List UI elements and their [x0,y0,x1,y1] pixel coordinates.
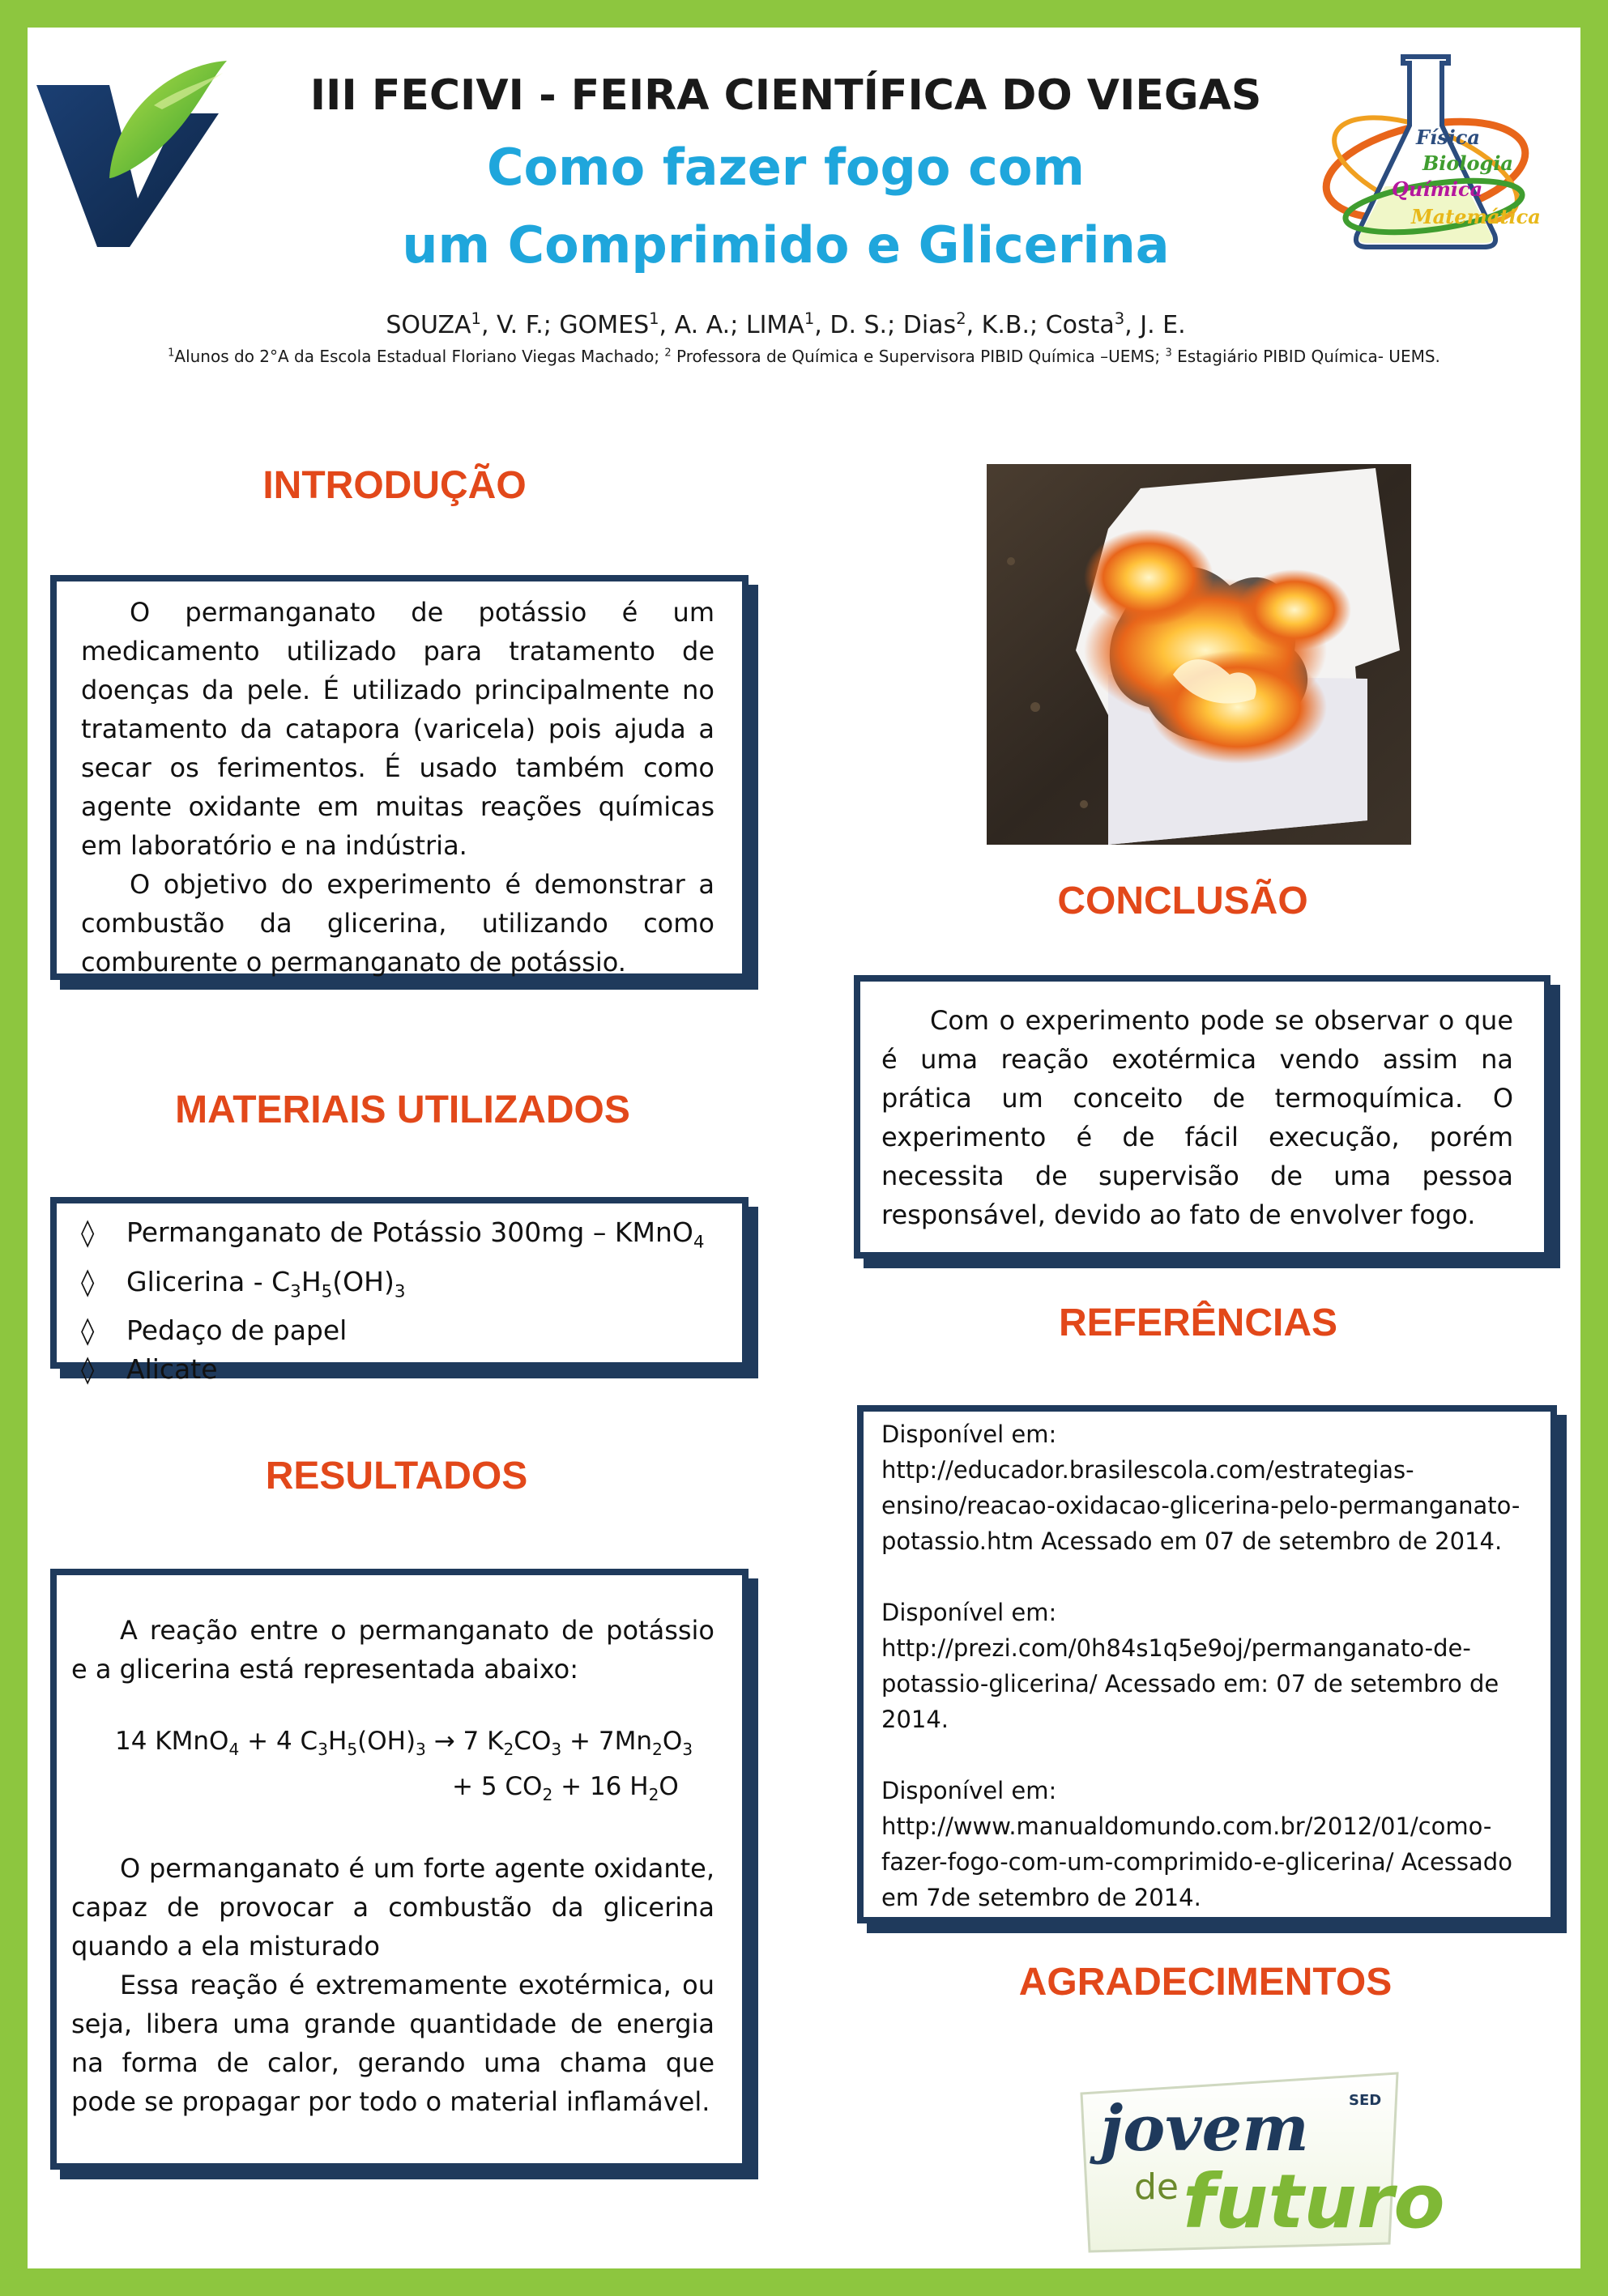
materiais-box [50,1197,749,1386]
logo-label-quimica: Química [1392,177,1483,201]
reaction-equation-line1: 14 KMnO$_4$ + 4 $C_3H_5(OH)_3 \to 7$ $K_2CO_3 + 7Mn_2O_3$ [115,1727,693,1760]
referencias-box [857,1405,1557,1923]
materiais-item-alicate: ◊ Alicate [81,1353,218,1386]
authors-line: SOUZA$^1$, V. F.; GOMES$^1$, A. A.; LIMA$^1$, D. S.; Dias$^2$, K.B.; Costa$^3$, J. E. [386,309,1186,339]
heading-introducao: INTRODUÇÃO [262,464,527,507]
logo-text-jovem: jovem [1100,2092,1309,2166]
science-flask-logo [1312,49,1539,259]
materiais-item-permanganato: ◊ Permanganato de Potássio 300mg – KMnO$_4$ [81,1216,705,1253]
poster-subtitle-line2: um Comprimido e Glicerina [402,215,1170,275]
logo-label-fisica: Física [1416,126,1480,149]
conclusao-paragraph: Com o experimento pode se observar o que é uma reação exotérmica vendo assim na prática um conceito de termoquímica. O experimento é de fácil execução, porém necessita de supervisão de uma pessoa responsável, devido ao fato de envolver fogo. [881,1005,1513,1230]
fecivi-v-logo [32,49,227,251]
introducao-paragraph-1: O permanganato de potássio é um medicamento utilizado para tratamento de doenças da pele. É utilizado principalmente no tratamento da catapora (varicela) pois ajuda a secar os ferimentos. É usado também como agente oxidante em muitas reações químicas em laboratório e na indústria. [81,597,714,861]
logo-label-matematica: Matemática [1411,205,1541,228]
heading-materiais: MATERIAIS UTILIZADOS [175,1088,630,1131]
poster-title: III FECIVI - FEIRA CIENTÍFICA DO VIEGAS [309,71,1262,120]
logo-text-futuro: futuro [1183,2158,1445,2245]
reaction-equation-line2: + 5 $CO_2 + 16$ $H_2O$ [452,1772,679,1805]
introducao-paragraph-2: O objetivo do experimento é demonstrar a combustão da glicerina, utilizando como comburente o permanganato de potássio. [81,869,714,978]
referencia-1: Disponível em: http://educador.brasilescola.com/estrategias-ensino/reacao-oxidacao-glicerina-pelo-permanganato-potassio.htm Acessado em 07 de setembro de 2014. [881,1421,1521,1555]
burning-paper-photo [987,464,1411,845]
resultados-paragraph-3: Essa reação é extremamente exotérmica, ou seja, libera uma grande quantidade de energia na forma de calor, gerando uma chama que pode se propagar por todo o material inflamável. [71,1970,714,2118]
jovem-de-futuro-logo [1069,2069,1445,2256]
poster-subtitle-line1: Como fazer fogo com [486,138,1086,197]
heading-resultados: RESULTADOS [265,1455,528,1497]
referencia-3: Disponível em: http://www.manualdomundo.com.br/2012/01/como-fazer-fogo-com-um-comprimido-e-glicerina/ Acessado em 7de setembro de 2014. [881,1777,1512,1911]
materiais-item-papel: ◊ Pedaço de papel [81,1314,348,1347]
heading-referencias: REFERÊNCIAS [1058,1301,1338,1344]
heading-agradecimentos: AGRADECIMENTOS [1018,1961,1393,2004]
conclusao-box [854,975,1550,1259]
referencia-2: Disponível em: http://prezi.com/0h84s1q5e9oj/permanganato-de-potassio-glicerina/ Acessado em: 07 de setembro de 2014. [881,1599,1499,1733]
resultados-paragraph-1: A reação entre o permanganato de potássio e a glicerina está representada abaixo: [71,1615,714,1685]
resultados-paragraph-2: O permanganato é um forte agente oxidante, capaz de provocar a combustão da glicerina quando a ela misturado [71,1853,714,1962]
introducao-box [50,575,749,980]
materiais-item-glicerina: ◊ Glicerina - $C_3H_5(OH)_3$ [81,1265,406,1302]
materiais-list [81,1213,726,1389]
resultados-box [50,1569,749,2170]
logo-label-biologia: Biologia [1422,151,1513,175]
logo-text-sed: SED [1349,2092,1382,2109]
heading-conclusao: CONCLUSÃO [1057,880,1308,922]
logo-text-de: de [1134,2166,1179,2208]
affiliations-line: $^1$Alunos do 2°A da Escola Estadual Floriano Viegas Machado; $^2$ Professora de Química e Supervisora PIBID Química –UEMS; $^3$ Estagiário PIBID Química- UEMS. [168,347,1440,366]
